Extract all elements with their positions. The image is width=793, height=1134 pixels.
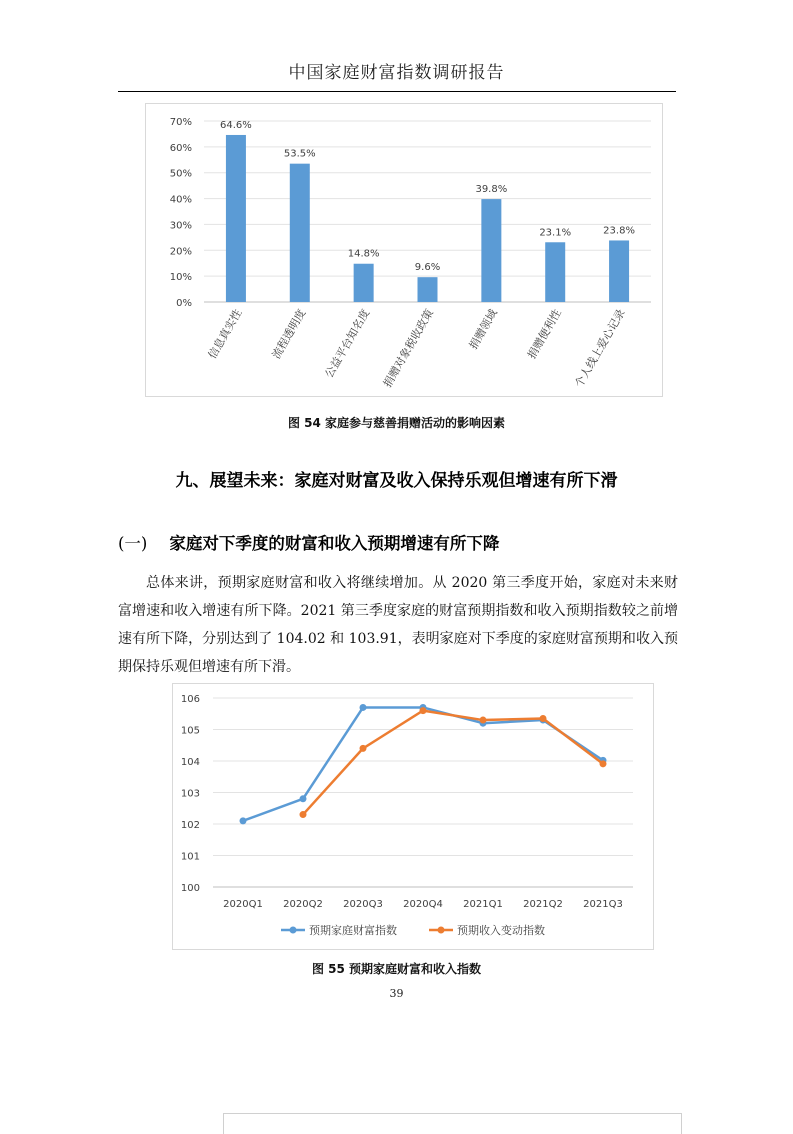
x-tick-label: 2021Q3 (583, 899, 623, 910)
data-label: 23.1% (539, 227, 572, 239)
x-tick-label: 公益平台知名度 (322, 307, 373, 381)
bar (418, 277, 438, 302)
y-tick-label: 60% (169, 142, 192, 154)
subsection-title: 家庭对下季度的财富和收入预期增速有所下降 (169, 534, 500, 553)
x-tick-label: 信息真实性 (205, 307, 245, 362)
line-chart-svg (173, 684, 653, 949)
y-tick-label: 70% (169, 117, 192, 128)
figure-55-caption: 图 55 预期家庭财富和收入指数 (311, 962, 482, 976)
body-paragraph: 总体来讲，预期家庭财富和收入将继续增加。从 2020 第三季度开始，家庭对未来财富增速和收入增速有所下降。2021 第三季度家庭的财富预期指数和收入预期指数较之前增速有所下降，分别达到了 104.02 和 103.91，表明家庭对下季度的家庭财富预期和收入预期保持乐观但增速有所下滑。 (118, 575, 678, 675)
y-tick-label: 103 (180, 788, 200, 800)
x-tick-label: 2020Q3 (343, 899, 383, 910)
figure-54-caption: 图 54 家庭参与慈善捐赠活动的影响因素 (287, 416, 506, 430)
y-tick-label: 50% (169, 168, 192, 180)
y-tick-label: 20% (169, 246, 192, 258)
header-divider (118, 91, 676, 92)
subsection-heading (118, 530, 499, 554)
x-tick-label: 捐赠领域 (466, 307, 500, 352)
y-tick-label: 40% (169, 194, 192, 206)
x-tick-label: 个人线上爱心记录 (572, 306, 628, 390)
x-tick-label: 流程透明度 (269, 307, 309, 362)
legend-swatch-marker (438, 927, 445, 934)
y-tick-label: 100 (180, 883, 200, 894)
data-point (300, 795, 307, 802)
y-tick-label: 105 (180, 725, 200, 737)
figure-55-chart (172, 683, 654, 950)
legend-swatch-marker (290, 927, 297, 934)
y-tick-label: 0% (176, 298, 192, 309)
subsection-number: (一) (118, 534, 148, 553)
data-point (600, 760, 607, 767)
figure-54-chart (145, 103, 663, 397)
x-tick-label: 捐赠对象税收政策 (380, 307, 437, 390)
legend-label: 预期家庭财富指数 (309, 924, 397, 937)
bar (290, 164, 310, 302)
data-label: 23.8% (603, 225, 635, 237)
x-tick-label: 2020Q2 (283, 899, 323, 910)
bar (609, 240, 629, 302)
data-point (480, 717, 487, 724)
y-tick-label: 101 (180, 851, 200, 863)
y-tick-label: 104 (180, 757, 200, 768)
bar (354, 264, 374, 302)
next-page-frame (223, 1113, 682, 1134)
data-label: 64.6% (220, 119, 252, 131)
y-tick-label: 106 (180, 694, 200, 705)
legend-label: 预期收入变动指数 (457, 924, 545, 937)
y-tick-label: 30% (169, 220, 192, 232)
bar (545, 242, 565, 302)
x-tick-label: 2021Q2 (523, 899, 563, 910)
x-tick-label: 2020Q1 (223, 899, 263, 910)
data-point (360, 745, 367, 752)
x-tick-label: 捐赠便利性 (525, 307, 564, 362)
data-label: 14.8% (347, 248, 380, 260)
data-point (540, 715, 547, 722)
running-header: 中国家庭财富指数调研报告 (288, 63, 505, 83)
x-tick-label: 2021Q1 (463, 899, 503, 910)
series-line (303, 711, 603, 815)
page-number: 39 (389, 987, 404, 1000)
data-point (420, 707, 427, 714)
bar-chart-svg (146, 104, 662, 396)
bar (481, 199, 501, 302)
data-label: 39.8% (475, 184, 508, 196)
data-point (360, 704, 367, 711)
data-point (240, 817, 247, 824)
data-label: 53.5% (283, 148, 316, 160)
y-tick-label: 10% (169, 272, 192, 284)
section-heading: 九、展望未来：家庭对财富及收入保持乐观但增速有所下滑 (175, 471, 618, 491)
x-tick-label: 2020Q4 (403, 899, 443, 910)
data-point (300, 811, 307, 818)
data-label: 9.6% (414, 262, 441, 274)
y-tick-label: 102 (180, 820, 200, 831)
bar (226, 135, 246, 302)
